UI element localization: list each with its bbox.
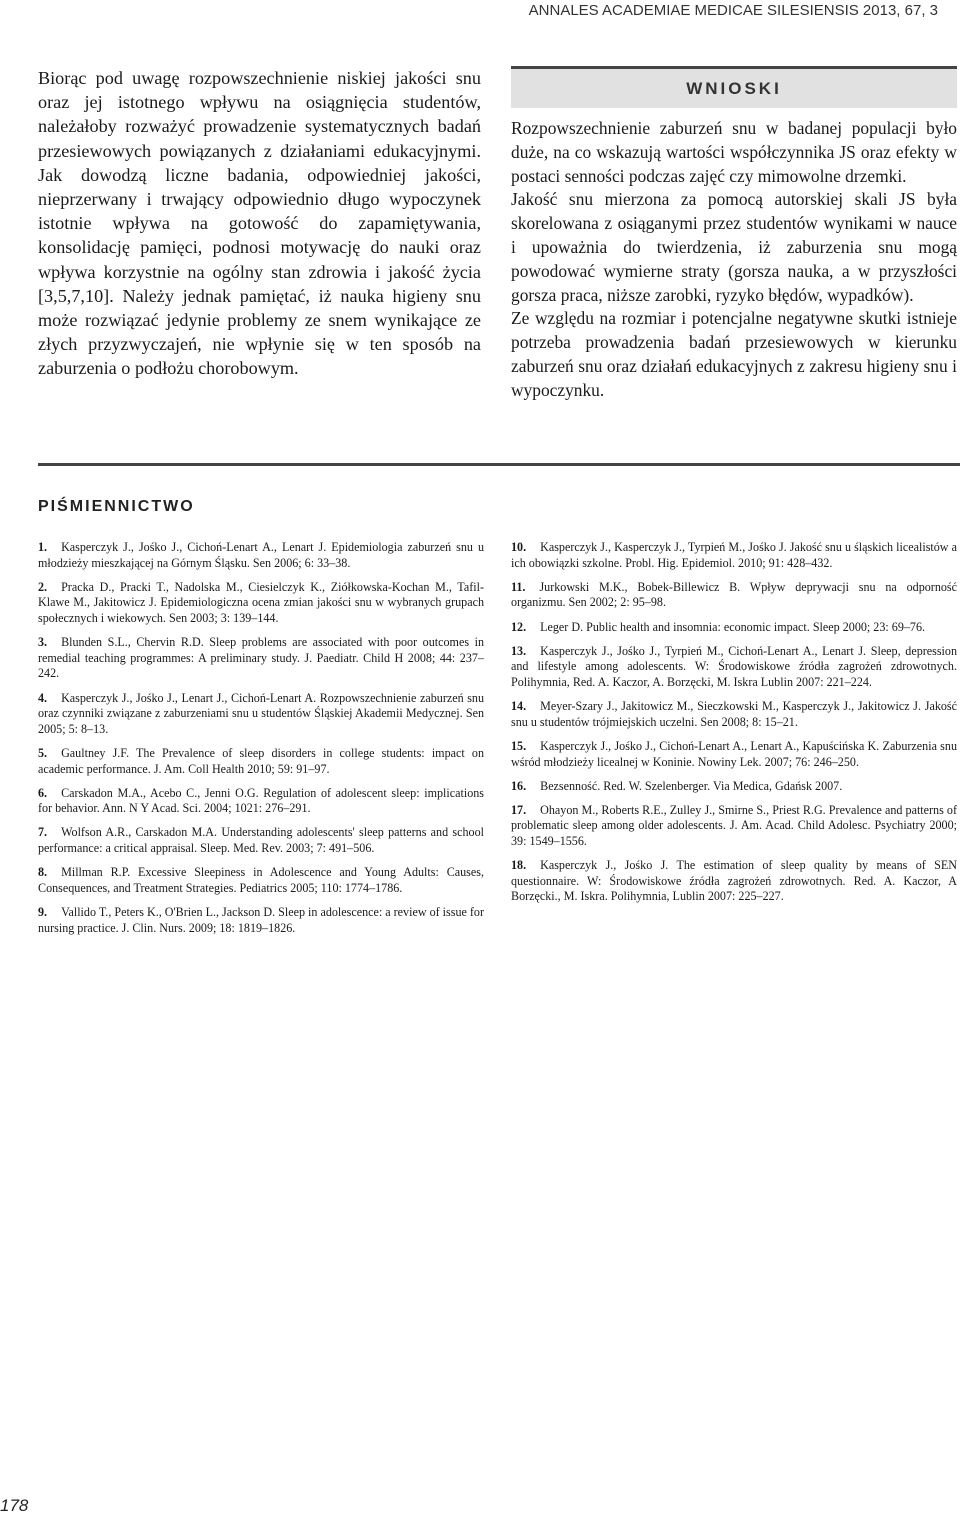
reference-number: 15. bbox=[511, 738, 527, 753]
reference-text: Pracka D., Pracki T., Nadolska M., Ciesielczyk K., Ziółkowska-Kochan M., Tafil-Klawe M., Jakitowicz J. Epidemiologiczna ocena zmian jakości snu w wybranych grupach społecznych i wiekowych. Sen 2003; 3: 139–144. bbox=[38, 579, 484, 625]
reference-number: 7. bbox=[38, 825, 48, 840]
conclusion-paragraph: Jakość snu mierzona za pomocą autorskiej skali JS była skorelowana z osiąganymi przez studentów wynikami w nauce i upoważnia do twierdzenia, iż zaburzenia snu mogą powodować wymierne straty (gorsza nauka, a w przyszłości gorsza praca, niższe zarobki, ryzyko błędów, wypadków). bbox=[511, 189, 957, 305]
reference-text: Millman R.P. Excessive Sleepiness in Adolescence and Young Adults: Causes, Consequences, and Treatment Strategies. Pediatrics 2005; 110: 1774–1786. bbox=[38, 865, 484, 895]
reference-text: Gaultney J.F. The Prevalence of sleep disorders in college students: impact on academic performance. J. Am. Coll Health 2010; 59: 91–97. bbox=[38, 745, 484, 776]
conclusions-column bbox=[511, 66, 957, 403]
reference-item bbox=[511, 540, 957, 571]
reference-number: 11. bbox=[511, 579, 526, 594]
reference-text: Carskadon M.A., Acebo C., Jenni O.G. Regulation of adolescent sleep: implications for behavior. Ann. N Y Acad. Sci. 2004; 1021: 276–291. bbox=[38, 785, 484, 816]
reference-item bbox=[511, 699, 957, 730]
reference-text: Blunden S.L., Chervin R.D. Sleep problems are associated with poor outcomes in remedial teaching programmes: A preliminary study. J. Paediatr. Child H 2008; 44: 237–242. bbox=[38, 635, 484, 681]
section-divider bbox=[38, 463, 960, 466]
reference-item bbox=[511, 644, 957, 691]
reference-item bbox=[511, 803, 957, 850]
reference-number: 16. bbox=[511, 778, 527, 793]
reference-text: Wolfson A.R., Carskadon M.A. Understanding adolescents' sleep patterns and school performance: a critical appraisal. Sleep. Med. Rev. 2003; 7: 491–506. bbox=[38, 825, 484, 856]
reference-number: 8. bbox=[38, 865, 48, 880]
reference-number: 2. bbox=[38, 579, 48, 594]
reference-item bbox=[511, 739, 957, 770]
reference-text: Kasperczyk J., Jośko J. The estimation of sleep quality by means of SEN questionnaire. W: Środowiskowe źródła zagrożeń zdrowotnych. Red. A. Kaczor, A Borzęcki., M. Iskra. Polihymnia, Lublin 2007: 225–227. bbox=[511, 858, 957, 904]
reference-item bbox=[511, 858, 957, 905]
reference-item bbox=[38, 691, 484, 738]
reference-text: Ohayon M., Roberts R.E., Zulley J., Smirne S., Priest R.G. Prevalence and patterns of problematic sleep among older adolescents. J. Am. Acad. Child Adolesc. Psychiatry 2000; 39: 1549–1556. bbox=[511, 802, 957, 849]
reference-item bbox=[511, 620, 957, 636]
reference-item bbox=[38, 580, 484, 627]
reference-text: Kasperczyk J., Jośko J., Cichoń-Lenart A., Lenart J. Epidemiologia zaburzeń snu u młodzieży mieszkającej na Górnym Śląsku. Sen 2006; 6: 33–38. bbox=[38, 540, 484, 570]
conclusions-heading: WNIOSKI bbox=[511, 69, 957, 108]
reference-item bbox=[38, 786, 484, 817]
reference-item bbox=[38, 635, 484, 682]
reference-number: 13. bbox=[511, 643, 527, 658]
running-head: ANNALES ACADEMIAE MEDICAE SILESIENSIS 2013, 67, 3 bbox=[528, 2, 938, 19]
reference-number: 14. bbox=[511, 699, 527, 714]
reference-number: 4. bbox=[38, 690, 48, 705]
reference-number: 12. bbox=[511, 619, 527, 634]
reference-item bbox=[38, 865, 484, 896]
reference-text: Jurkowski M.K., Bobek-Billewicz B. Wpływ deprywacji snu na odporność organizmu. Sen 2002; 2: 95–98. bbox=[511, 579, 957, 610]
conclusion-paragraph: Ze względu na rozmiar i potencjalne negatywne skutki istnieje potrzeba prowadzenia badań przesiewowych w kierunku zaburzeń snu oraz działań edukacyjnych z zakresu higieny snu i wypoczynku. bbox=[511, 308, 957, 400]
reference-text: Bezsenność. Red. W. Szelenberger. Via Medica, Gdańsk 2007. bbox=[540, 778, 843, 793]
reference-number: 10. bbox=[511, 540, 527, 554]
reference-item bbox=[511, 779, 957, 795]
conclusion-paragraph: Rozpowszechnienie zaburzeń snu w badanej populacji było duże, na co wskazują wartości współczynnika JS oraz efekty w postaci senności podczas zajęć czy mimowolne drzemki. bbox=[511, 118, 957, 186]
reference-number: 3. bbox=[38, 635, 48, 650]
reference-text: Vallido T., Peters K., O'Brien L., Jackson D. Sleep in adolescence: a review of issue for nursing practice. J. Clin. Nurs. 2009; 18: 1819–1826. bbox=[38, 905, 484, 935]
body-paragraph: Biorąc pod uwagę rozpowszechnienie niskiej jakości snu oraz jej istotnego wpływu na osiągnięcia studentów, należałoby rozważyć prowadzenie systematycznych badań przesiewowych powiązanych z działaniami edukacyjnymi. Jak dowodzą liczne badania, odpowiedniej jakości, nieprzerwany i trwający odpowiednio długo wypoczynek istotnie wpływa na gotowość do zapamiętywania, konsolidację pamięci, podnosi motywację do nauki oraz wpływa korzystnie na ogólny stan zdrowia i jakość życia [3,5,7,10]. Należy jednak pamiętać, iż nauka higieny snu może rozwiązać jedynie problemy ze snem wynikające ze złych przyzwyczajeń, nie wpłynie się w ten sposób na zaburzenia o podłożu chorobowym. bbox=[38, 68, 481, 379]
references-left-column bbox=[38, 540, 484, 945]
references-heading: PIŚMIENNICTWO bbox=[38, 498, 195, 515]
main-text-column bbox=[38, 66, 481, 381]
reference-text: Kasperczyk J., Jośko J., Tyrpień M., Cichoń-Lenart A., Lenart J. Sleep, depression and lifestyle among adolescents. W: Środowiskowe źródła zagrożeń zdrowotnych. Polihymnia, Red. A. Kaczor, A. Borzęcki, M. Iskra Lublin 2007: 221–224. bbox=[511, 643, 957, 689]
reference-item bbox=[38, 905, 484, 936]
reference-text: Meyer-Szary J., Jakitowicz M., Sieczkowski M., Kasperczyk J., Jakitowicz J. Jakość snu u studentów trójmiejskich uczelni. Sen 2008; 8: 15–21. bbox=[511, 699, 957, 729]
references-right-column bbox=[511, 540, 957, 914]
reference-text: Kasperczyk J., Jośko J., Cichoń-Lenart A., Lenart A., Kapuścińska K. Zaburzenia snu wśród młodzieży licealnej w Koninie. Nowiny Lek. 2007; 76: 246–250. bbox=[511, 738, 957, 769]
conclusions-body bbox=[511, 108, 957, 403]
reference-number: 1. bbox=[38, 540, 48, 554]
reference-item bbox=[511, 580, 957, 611]
reference-text: Leger D. Public health and insomnia: economic impact. Sleep 2000; 23: 69–76. bbox=[540, 619, 926, 634]
reference-item bbox=[38, 825, 484, 856]
reference-number: 18. bbox=[511, 858, 527, 873]
reference-number: 6. bbox=[38, 785, 48, 800]
conclusions-box bbox=[511, 66, 957, 403]
reference-text: Kasperczyk J., Jośko J., Lenart J., Cichoń-Lenart A. Rozpowszechnienie zaburzeń snu oraz czynniki związane z zaburzeniami snu u studentów Śląskiej Akademii Medycznej. Sen 2005; 5: 8–13. bbox=[38, 690, 484, 736]
page-number: 178 bbox=[0, 1496, 29, 1515]
reference-number: 5. bbox=[38, 745, 48, 760]
reference-item bbox=[38, 746, 484, 777]
reference-item bbox=[38, 540, 484, 571]
reference-text: Kasperczyk J., Kasperczyk J., Tyrpień M., Jośko J. Jakość snu u śląskich licealistów a ich obowiązki szkolne. Probl. Hig. Epidemiol. 2010; 91: 428–432. bbox=[511, 540, 957, 570]
reference-number: 9. bbox=[38, 905, 48, 920]
reference-number: 17. bbox=[511, 802, 527, 817]
